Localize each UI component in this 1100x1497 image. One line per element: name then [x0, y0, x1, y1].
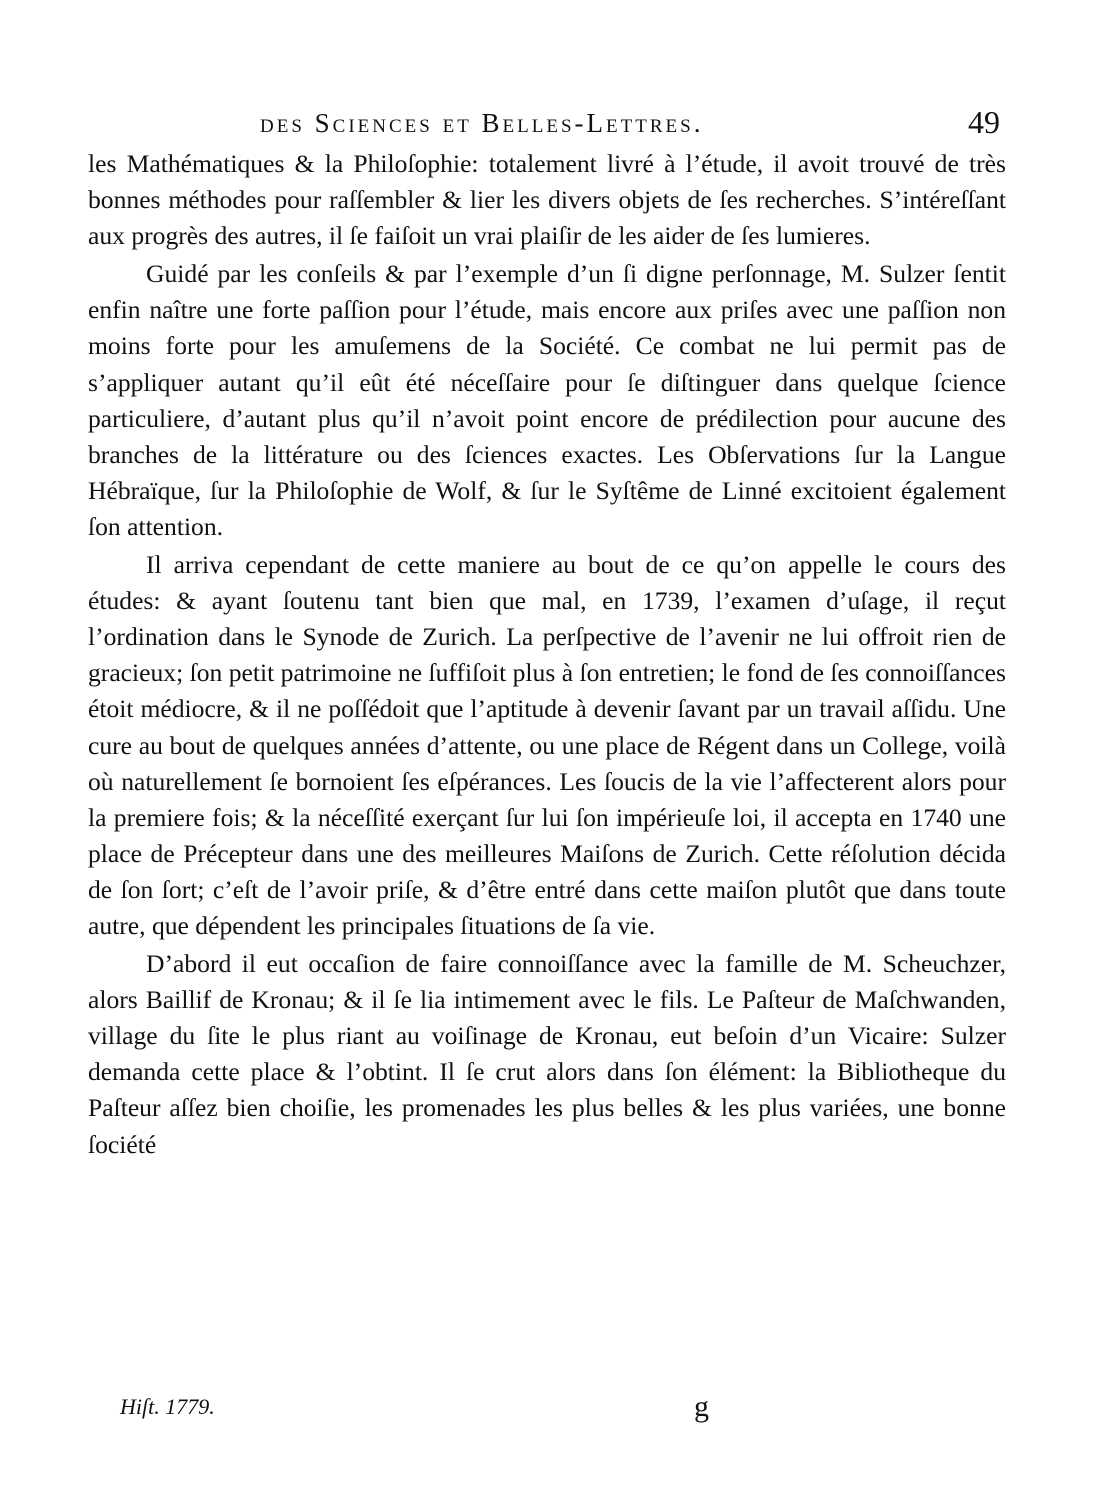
paragraph-4: D’abord il eut occaſion de faire connoiſſance avec la famille de M. Scheuchzer, alors Baillif de Kronau; & il ſe lia intimement avec le fils. Le Paſteur de Maſchwanden, village du ſite le plus riant au voiſinage de Kronau, eut beſoin d’un Vicaire: Sulzer demanda cette place & l’obtint. Il ſe crut alors dans ſon élément: la Bibliotheque du Paſteur aſſez bien choiſie, les promenades les plus belles & les plus variées, une bonne ſociété [88, 949, 1006, 1159]
page-footer [120, 1390, 920, 1430]
page-number: 49 [968, 104, 1000, 140]
paragraph-1: les Mathématiques & la Philoſophie: totalement livré à l’étude, il avoit trouvé de très bonnes méthodes pour raſſembler & lier les divers objets de ſes recherches. S’intéreſſant aux progrès des autres, il ſe faiſoit un vrai plaiſir de les aider de ſes lumieres. [88, 149, 1006, 251]
signature-mark: Hiſt. 1779. [120, 1394, 215, 1419]
gathering-mark: g [694, 1390, 709, 1423]
paragraph-2: Guidé par les conſeils & par l’exemple d’un ſi digne perſonnage, M. Sulzer ſentit enfin naître une forte paſſion pour l’étude, mais encore aux priſes avec une paſſion non moins forte pour les amuſemens de la Société. Ce combat ne lui permit pas de s’appliquer autant qu’il eût été néceſſaire pour ſe diſtinguer dans quelque ſcience particuliere, d’autant plus qu’il n’avoit point encore de prédilection pour aucune des branches de la littérature ou des ſciences exactes. Les Obſervations ſur la Langue Hébraïque, ſur la Philoſophie de Wolf, & ſur le Syſtême de Linné excitoient également ſon attention. [88, 259, 1006, 541]
running-head-title: des Sciences et Belles-Lettres. [260, 108, 704, 138]
body-text [88, 146, 1006, 1163]
page [88, 100, 1006, 1163]
paragraph-3: Il arriva cependant de cette maniere au bout de ce qu’on appelle le cours des études: & ayant ſoutenu tant bien que mal, en 1739, l’examen d’uſage, il reçut l’ordination dans le Synode de Zurich. La perſpective de l’avenir ne lui offroit rien de gracieux; ſon petit patrimoine ne ſuffiſoit plus à ſon entretien; le fond de ſes connoiſſances étoit médiocre, & il ne poſſédoit que l’aptitude à devenir ſavant par un travail aſſidu. Une cure au bout de quelques années d’attente, ou une place de Régent dans un College, voilà où naturellement ſe bornoient ſes eſpérances. Les ſoucis de la vie l’affecterent alors pour la premiere fois; & la néceſſité exerçant ſur lui ſon impérieuſe loi, il accepta en 1740 une place de Précepteur dans une des meilleures Maiſons de Zurich. Cette réſolution décida de ſon ſort; c’eſt de l’avoir priſe, & d’être entré dans cette maiſon plutôt que dans toute autre, que dépendent les principales ſituations de ſa vie. [88, 550, 1006, 940]
running-head [88, 100, 1006, 146]
